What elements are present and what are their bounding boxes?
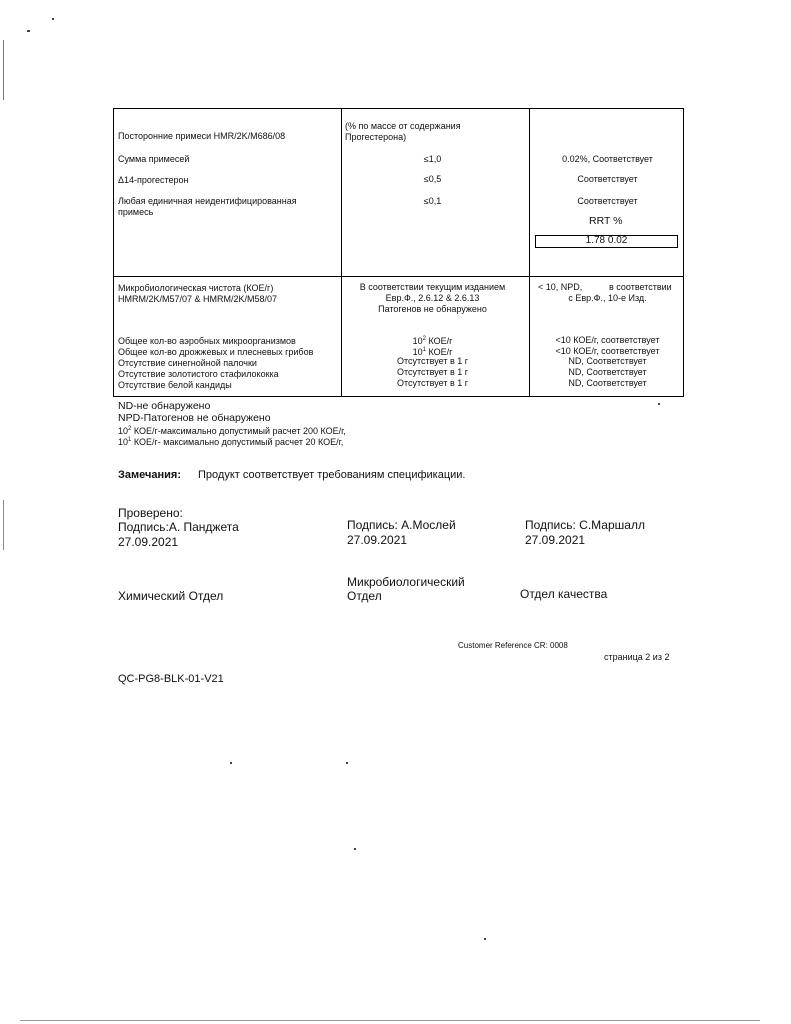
signature-date: 27.09.2021 — [525, 533, 586, 547]
scan-bottom-line — [20, 1020, 760, 1021]
micro-spec-line: Евр.Ф., 2.6.12 & 2.6.13 — [385, 293, 480, 303]
micro-row-name: Общее кол-во аэробных микроорганизмов — [118, 336, 296, 346]
micro-row-name: Отсутствие белой кандиды — [118, 380, 232, 390]
scan-speck — [52, 18, 54, 20]
rrt-value-box — [535, 235, 678, 248]
impurity-row-result: Соответствует — [577, 196, 638, 206]
scan-edge-line — [3, 40, 4, 100]
micro-test-method: HMRM/2K/M57/07 & HMRM/2K/M58/07 — [118, 294, 278, 304]
micro-row-result: ND, Соответствует — [568, 367, 647, 377]
impurity-test-name: Посторонние примеси HMR/2K/M686/08 — [118, 131, 286, 141]
impurity-row-spec: ≤0,5 — [423, 174, 442, 184]
micro-spec-line: Патогенов не обнаружено — [378, 304, 487, 314]
scan-edge-line — [3, 500, 4, 550]
scan-speck — [27, 30, 30, 32]
impurity-row-result: 0.02%, Соответствует — [562, 154, 653, 164]
scan-speck — [346, 762, 348, 764]
footnote-base: 10 — [118, 426, 129, 436]
footnote-nd: ND-не обнаружено — [118, 400, 211, 412]
scan-speck — [484, 938, 486, 940]
rrt-header: RRT % — [589, 215, 623, 227]
footnote-text: КОЕ/г- максимально допустимый расчет 20 КОЕ/г, — [131, 437, 344, 447]
department-microbiology-cont: Отдел — [347, 589, 382, 603]
signature-microbiology: Подпись: А.Мослей — [347, 518, 456, 532]
footnote-exp: 2 — [128, 426, 132, 432]
checked-label: Проверено: — [118, 506, 183, 520]
footnote-exp: 1 — [128, 437, 132, 443]
micro-result-line: < 10, NPD, — [538, 282, 583, 292]
table-column-divider — [341, 109, 342, 396]
rrt-value: 1.78 0.02 — [585, 235, 628, 246]
impurity-row-name-cont: примесь — [118, 207, 154, 217]
micro-test-name: Микробиологическая чистота (КОЕ/г) — [118, 283, 274, 293]
footnote-text: КОЕ/г-максимально допустимый расчет 200 КОЕ/г, — [131, 426, 346, 436]
signature-quality: Подпись: С.Маршалл — [525, 518, 645, 532]
micro-row-spec-exp: 2 — [422, 336, 426, 342]
micro-spec-line: В соответствии текущим изданием — [359, 282, 506, 292]
document-code: QC-PG8-BLK-01-V21 — [118, 673, 224, 685]
impurity-row-name: Сумма примесей — [118, 154, 190, 164]
micro-row-result: ND, Соответствует — [568, 356, 647, 366]
micro-row-spec-unit: КОЕ/г — [425, 336, 453, 346]
micro-result-line: в соответствии — [609, 282, 672, 292]
impurity-row-spec: ≤1,0 — [423, 154, 442, 164]
micro-row-name: Отсутствие золотистого стафилококка — [118, 369, 279, 379]
signature-date: 27.09.2021 — [347, 533, 408, 547]
footnote-limit-20 — [118, 435, 343, 448]
impurity-unit-note: (% по массе от содержания Прогестерона) — [345, 121, 461, 142]
micro-row-result: <10 КОЕ/г, соответствует — [555, 335, 660, 345]
micro-row-spec: Отсутствует в 1 г — [396, 356, 469, 366]
scan-speck — [230, 762, 232, 764]
footnote-base: 10 — [118, 437, 129, 447]
impurity-row-spec: ≤0,1 — [423, 196, 442, 206]
department-chemical: Химический Отдел — [118, 589, 224, 603]
micro-row-name: Общее кол-во дрожжевых и плесневых грибов — [118, 347, 314, 357]
micro-row-result: <10 КОЕ/г, соответствует — [555, 346, 660, 356]
page-number: страница 2 из 2 — [604, 652, 670, 662]
micro-row-name: Отсутствие синегнойной палочки — [118, 358, 257, 368]
scan-speck — [354, 848, 356, 850]
department-microbiology: Микробиологический — [347, 575, 465, 589]
impurity-row-result: Соответствует — [577, 174, 638, 184]
table-row-divider — [114, 276, 683, 277]
micro-row-result: ND, Соответствует — [568, 378, 647, 388]
micro-row-spec-exp: 1 — [422, 347, 426, 353]
signature-chemical: Подпись:А. Панджета — [118, 520, 239, 534]
scan-speck — [658, 403, 660, 405]
customer-reference: Customer Reference CR: 0008 — [458, 641, 568, 650]
micro-row-spec: Отсутствует в 1 г — [396, 378, 469, 388]
department-quality: Отдел качества — [520, 587, 608, 601]
remarks-label: Замечания: — [118, 469, 181, 481]
impurity-row-name: Δ14-прогестерон — [118, 175, 189, 185]
micro-row-spec-base: 10 — [412, 336, 423, 346]
micro-row-spec-unit: КОЕ/г — [425, 347, 453, 357]
signature-date: 27.09.2021 — [118, 535, 179, 549]
remarks-text: Продукт соответствует требованиям спецификации. — [198, 469, 466, 481]
micro-row-spec-base: 10 — [412, 347, 423, 357]
impurity-row-name: Любая единичная неидентифицированная — [118, 196, 297, 206]
footnote-npd: NPD-Патогенов не обнаружено — [118, 412, 271, 424]
micro-result-line: с Евр.Ф., 10-е Изд. — [568, 293, 647, 303]
micro-row-spec: Отсутствует в 1 г — [396, 367, 469, 377]
